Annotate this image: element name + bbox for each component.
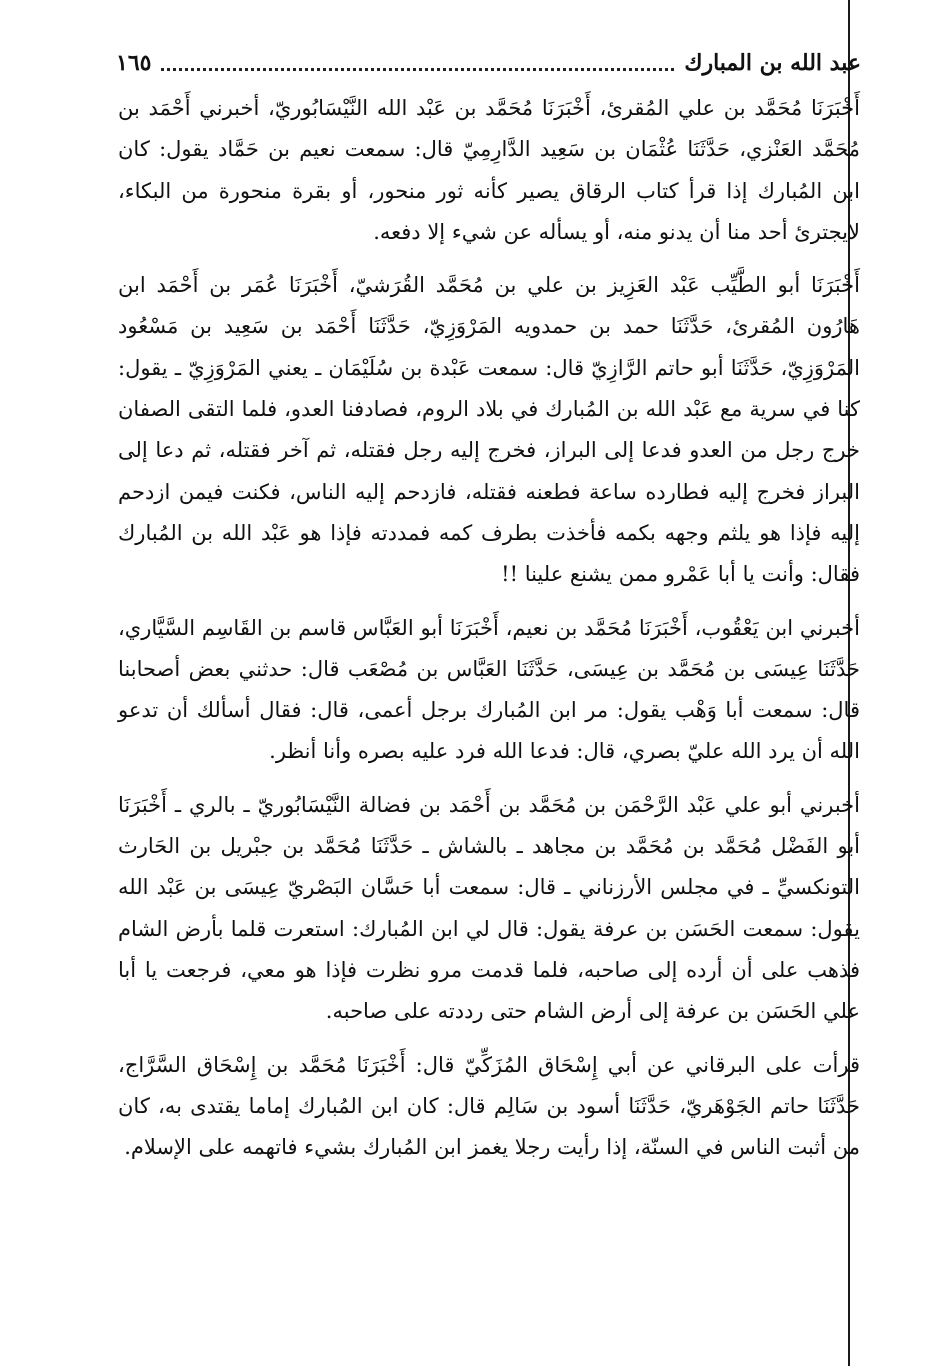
paragraph-2: أَخْبَرَنَا أبو الطَّيِّب عَبْد العَزِيز بن علي بن مُحَمَّد القُرَشيّ، أَخْبَرَنَا عُمَر بن أَحْمَد ابن هَارُون المُقرئ، حَدَّثَنَا حمد بن حمدويه المَرْوَزِيّ، حَدَّثَنَا أَحْمَد بن سَعِيد بن مَسْعُود المَرْوَزِيّ، حَدَّثَنَا أبو حاتم الرَّازِيّ قال: سمعت عَبْدة بن سُلَيْمَان ـ يعني المَرْوَزِيّ ـ يقول: كنا في سرية مع عَبْد الله بن المُبارك في بلاد الروم، فصادفنا العدو، فلما التقى الصفان خرج رجل من العدو فدعا إلى البراز، فخرج إليه رجل فقتله، ثم آخر فقتله، ثم دعا إلى البراز فخرج إليه فطارده ساعة فطعنه فقتله، فازدحم إليه الناس، فكنت فيمن ازدحم إليه فإذا هو يلثم وجهه بكمه فأخذت بطرف كمه فمددته فإذا هو عَبْد الله بن المُبارك فقال: وأنت يا أبا عَمْرو ممن يشنع علينا !! xyxy=(118,273,860,587)
body-text xyxy=(118,88,860,1168)
dot-leader xyxy=(161,68,674,71)
paragraph-1: أَخْبَرَنَا مُحَمَّد بن علي المُقرئ، أَخْبَرَنَا مُحَمَّد بن عَبْد الله النَّيْسَابُوريّ، أخبرني أَحْمَد بن مُحَمَّد العَنْزي، حَدَّثَنَا عُثْمَان بن سَعِيد الدَّارِمِيّ قال: سمعت نعيم بن حَمَّاد يقول: كان ابن المُبارك إذا قرأ كتاب الرقاق يصير كأنه ثور منحور، أو بقرة منحورة من البكاء، لايجترئ أحد منا أن يدنو منه، أو يسأله عن شيء إلا دفعه. xyxy=(118,96,860,244)
running-title: عبد الله بن المبارك xyxy=(684,50,861,76)
paragraph-5: قرأت على البرقاني عن أبي إِسْحَاق المُزَكِّيّ قال: أَخْبَرَنَا مُحَمَّد بن إِسْحَاق السَّرَّاج، حَدَّثَنَا حاتم الجَوْهَريّ، حَدَّثَنَا أسود بن سَالِم قال: كان ابن المُبارك إماما يقتدى به، كان من أثبت الناس في السنّة، إذا رأيت رجلا يغمز ابن المُبارك بشيء فاتهمه على الإسلام. xyxy=(118,1052,860,1160)
page-number: ١٦٥ xyxy=(116,50,152,76)
paragraph-4: أخبرني أبو علي عَبْد الرَّحْمَن بن مُحَمَّد بن أَحْمَد بن فضالة النَّيْسَابُوريّ ـ بالري ـ أَخْبَرَنَا أبو الفَضْل مُحَمَّد بن مُحَمَّد بن مجاهد ـ بالشاش ـ حَدَّثَنَا مُحَمَّد بن جبْريل بن الحَارث التونكسيِّ ـ في مجلس الأرزناني ـ قال: سمعت أبا حَسَّان البَصْريّ عِيسَى بن عَبْد الله يقول: سمعت الحَسَن بن عرفة يقول: قال لي ابن المُبارك: استعرت قلما بأرض الشام فذهب على أن أرده إلى صاحبه، فلما قدمت مرو نظرت فإذا هو معي، فرجعت يا أبا علي الحَسَن بن عرفة إلى أرض الشام حتى رددته على صاحبه. xyxy=(118,792,860,1024)
running-header xyxy=(116,46,861,80)
paragraph-3: أخبرني ابن يَعْقُوب، أَخْبَرَنَا مُحَمَّد بن نعيم، أَخْبَرَنَا أبو العَبَّاس قاسم بن القَاسِم السَّيَّاري، حَدَّثَنَا عِيسَى بن مُحَمَّد بن عِيسَى، حَدَّثَنَا العَبَّاس بن مُصْعَب قال: حدثني بعض أصحابنا قال: سمعت أبا وَهْب يقول: مر ابن المُبارك برجل أعمى، قال: فقال أسألك أن تدعو الله أن يرد الله عليّ بصري، قال: فدعا الله فرد عليه بصره وأنا أنظر. xyxy=(118,615,860,764)
